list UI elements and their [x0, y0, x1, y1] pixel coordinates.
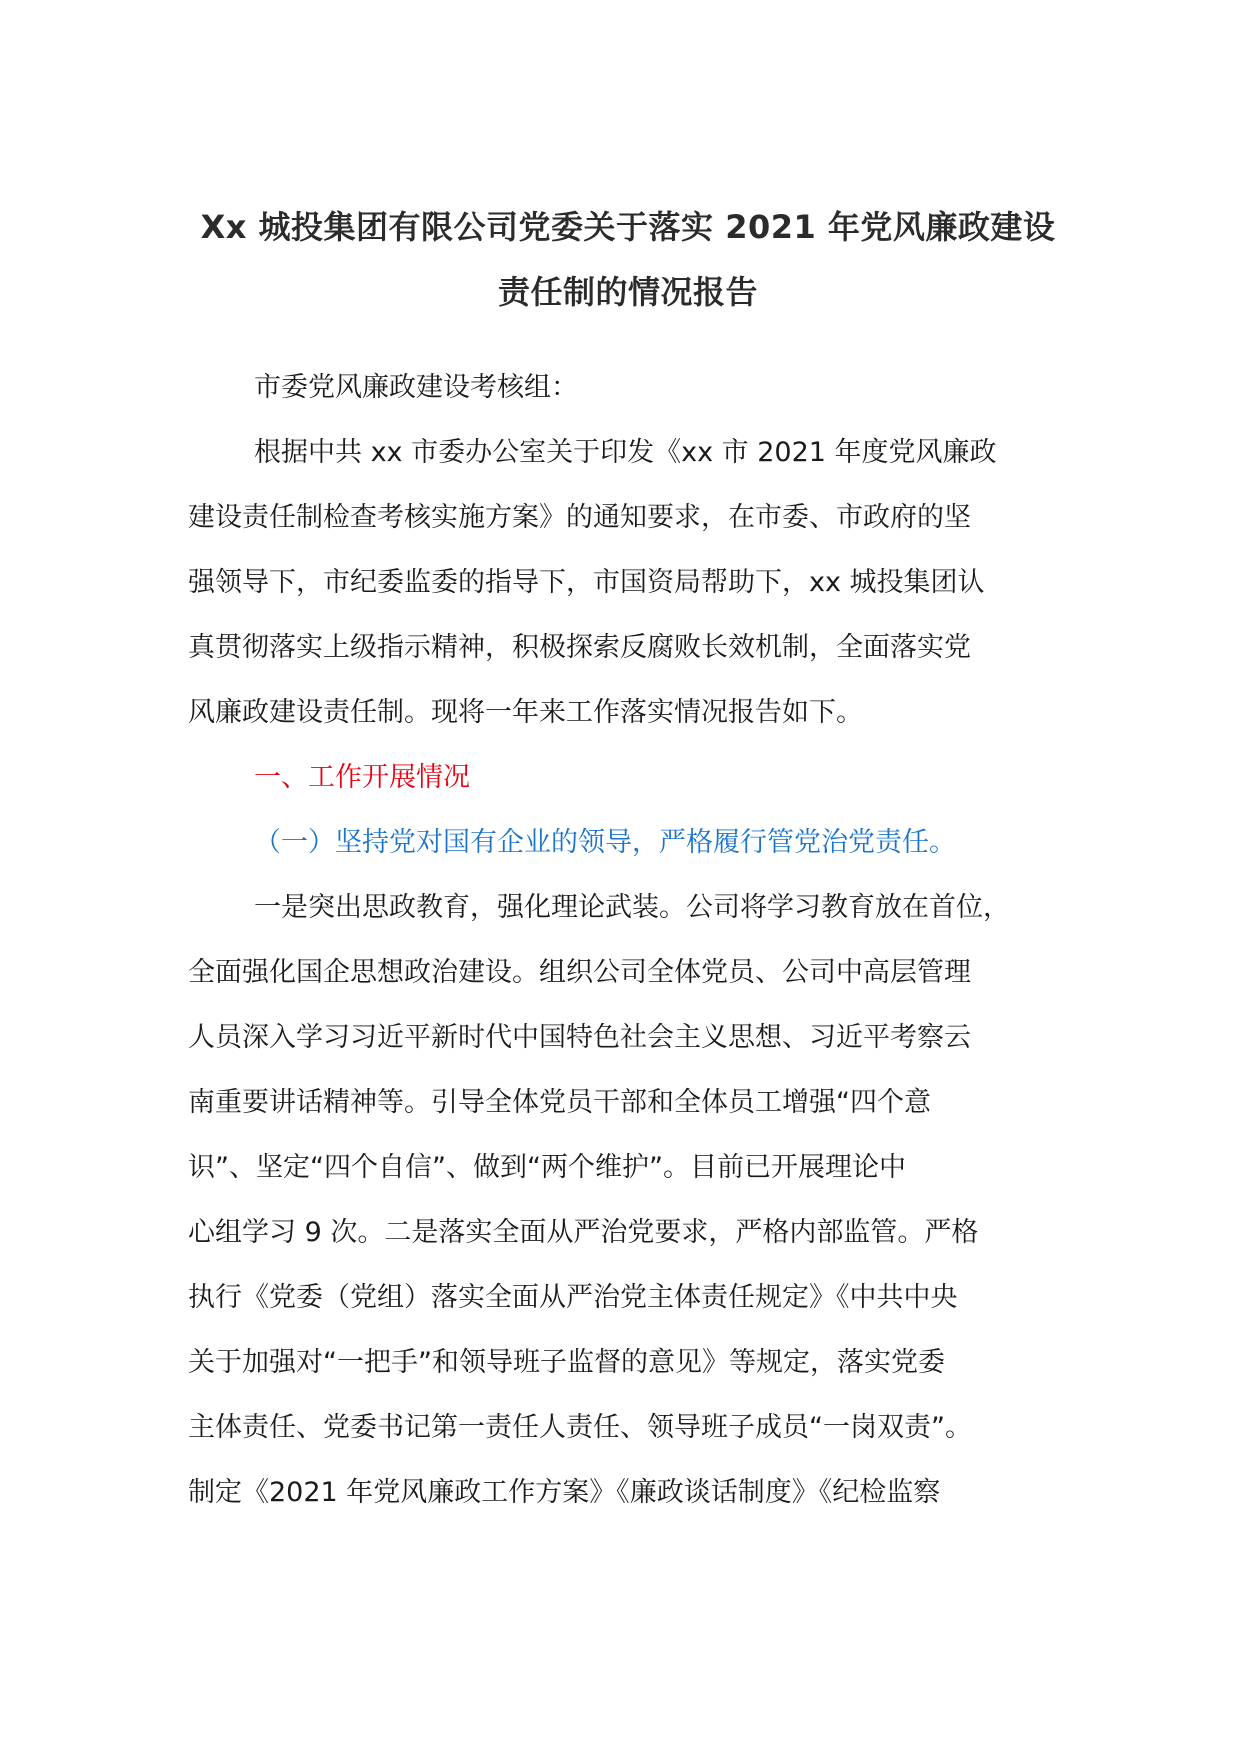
text-line: 南重要讲话精神等。引导全体党员干部和全体员工增强“四个意: [188, 1087, 931, 1118]
text-line: 人员深入学习习近平新时代中国特色社会主义思想、习近平考察云: [188, 1022, 971, 1053]
text-line: 一是突出思政教育，强化理论武装。公司将学习教育放在首位，: [254, 892, 1010, 923]
text-line: 主体责任、党委书记第一责任人责任、领导班子成员“一岗双责”。: [188, 1412, 972, 1443]
section-heading-2: （一）坚持党对国有企业的领导，严格履行管党治党责任。: [254, 827, 956, 858]
text-line: 识”、坚定“四个自信”、做到“两个维护”。目前已开展理论中: [188, 1152, 906, 1183]
title-line: 责任制的情况报告: [497, 273, 758, 311]
document-body: [188, 355, 1068, 1525]
document-page: [188, 195, 1068, 1525]
text-line: 执行《党委（党组）落实全面从严治党主体责任规定》《中共中央: [188, 1282, 958, 1313]
title-line: Xx 城投集团有限公司党委关于落实 2021 年党风廉政建设: [200, 208, 1056, 246]
document-title: [188, 195, 1068, 325]
text-line: 根据中共 xx 市委办公室关于印发《xx 市 2021 年度党风廉政: [254, 437, 997, 468]
intro-paragraph: [188, 420, 1068, 745]
text-line: 真贯彻落实上级指示精神，积极探索反腐败长效机制，全面落实党: [188, 632, 971, 663]
salutation: 市委党风廉政建设考核组：: [254, 372, 578, 403]
text-line: 心组学习 9 次。二是落实全面从严治党要求，严格内部监管。严格: [188, 1217, 979, 1248]
text-line: 关于加强对“一把手”和领导班子监督的意见》等规定，落实党委: [188, 1347, 945, 1378]
body-paragraph: [188, 875, 1068, 1525]
text-line: 风廉政建设责任制。现将一年来工作落实情况报告如下。: [188, 697, 863, 728]
section-heading-1: 一、工作开展情况: [254, 762, 470, 793]
text-line: 制定《2021 年党风廉政工作方案》《廉政谈话制度》《纪检监察: [188, 1477, 941, 1508]
text-line: 全面强化国企思想政治建设。组织公司全体党员、公司中高层管理: [188, 957, 971, 988]
text-line: 强领导下，市纪委监委的指导下，市国资局帮助下，xx 城投集团认: [188, 567, 985, 598]
text-line: 建设责任制检查考核实施方案》的通知要求，在市委、市政府的坚: [188, 502, 971, 533]
